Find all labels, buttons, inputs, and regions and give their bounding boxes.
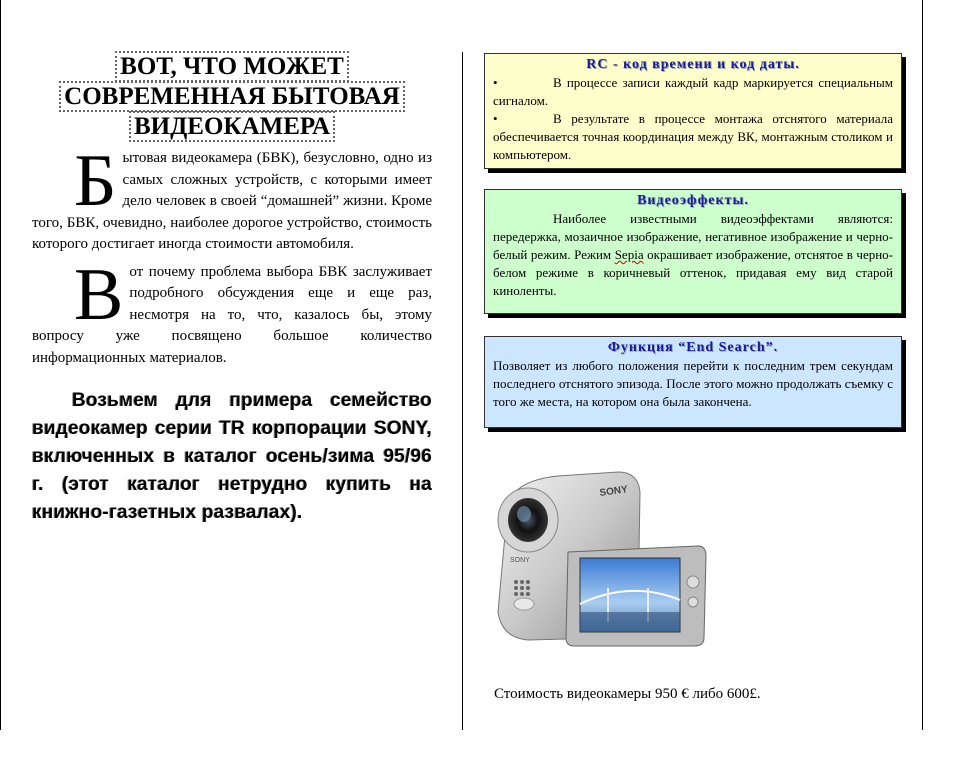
camcorder-image: [488, 462, 710, 648]
drop-cap-v: В: [74, 253, 124, 336]
headline-line-1: ВОТ, ЧТО МОЖЕТ: [117, 53, 347, 80]
left-column: [32, 52, 432, 527]
effects-text-end: окрашивает изображение, отснятое в черно-белом режиме в коричневый оттенок, придавая ему вид старой киноленты.: [493, 247, 894, 298]
page-border-left: [0, 0, 1, 730]
page-border-right: [922, 0, 923, 730]
effects-text-start: Наиболее известными видеоэффектами являются: передержка, мозаичное изображение, негативное изображение и черно-белый режим. Режим: [493, 211, 893, 262]
headline: [32, 52, 432, 142]
rc-bullet-1: [493, 74, 893, 110]
sony-example-text: Возьмем для примера семейство видеокамер серии TR корпорации SONY, включенных в каталог осень/зима 95/96 г. (этот каталог нетрудно купить на книжно-газетных развалах).: [32, 390, 432, 523]
bullet-icon: •: [493, 75, 498, 90]
video-effects-box: [484, 189, 902, 314]
intro-paragraph-text: ытовая видеокамера (БВК), безусловно, одно из самых сложных устройств, с которыми имеет дело человек в своей “домашней” жизни. Кроме того, БВК, очевидно, наиболее дорогое устройство, стоимость которого достигает иногда стоимости автомобиля.: [32, 150, 432, 252]
headline-line-3: ВИДЕОКАМЕРА: [131, 113, 333, 140]
rc-bullet-2-text: В результате в процессе монтажа отснятого материала обеспечивается точная координация между ВК, монтажным столиком и компьютером.: [493, 111, 893, 162]
brand-label-side: SONY: [510, 557, 530, 564]
second-paragraph: [32, 253, 432, 370]
rc-box-title: RC - код времени и код даты.: [586, 57, 800, 72]
end-search-box: [484, 336, 902, 428]
price-caption: Стоимость видеокамеры 950 € либо 600£.: [494, 686, 761, 702]
brand-label-top: SONY: [598, 484, 629, 499]
rc-bullet-1-text: В процессе записи каждый кадр маркируется специальным сигналом.: [493, 75, 893, 108]
headline-line-2: СОВРЕМЕННАЯ БЫТОВАЯ: [61, 83, 403, 110]
sepia-word: Sepia: [614, 247, 644, 262]
second-paragraph-text: от почему проблема выбора БВК заслуживает подробного обсуждения еще и еще раз, несмотря на то, что, казалось бы, этому вопросу уже посвящено большое количество информационных материалов.: [32, 263, 432, 366]
rc-bullet-2: [493, 110, 893, 164]
drop-cap-b: Б: [74, 140, 117, 222]
bullet-icon: •: [493, 111, 498, 126]
end-search-text: Позволяет из любого положения перейти к последним трем секундам последнего отснятого эпизода. После этого можно продолжать съемку с того же места, на котором она была закончена.: [493, 358, 893, 409]
intro-paragraph: [32, 140, 432, 256]
camcorder-illustration: [488, 462, 710, 648]
effects-box-title: Видеоэффекты.: [637, 193, 749, 208]
column-divider: [462, 52, 463, 730]
effects-box-text: [493, 210, 893, 300]
rc-info-box: [484, 53, 902, 169]
end-search-title: Функция “End Search”.: [607, 340, 779, 355]
